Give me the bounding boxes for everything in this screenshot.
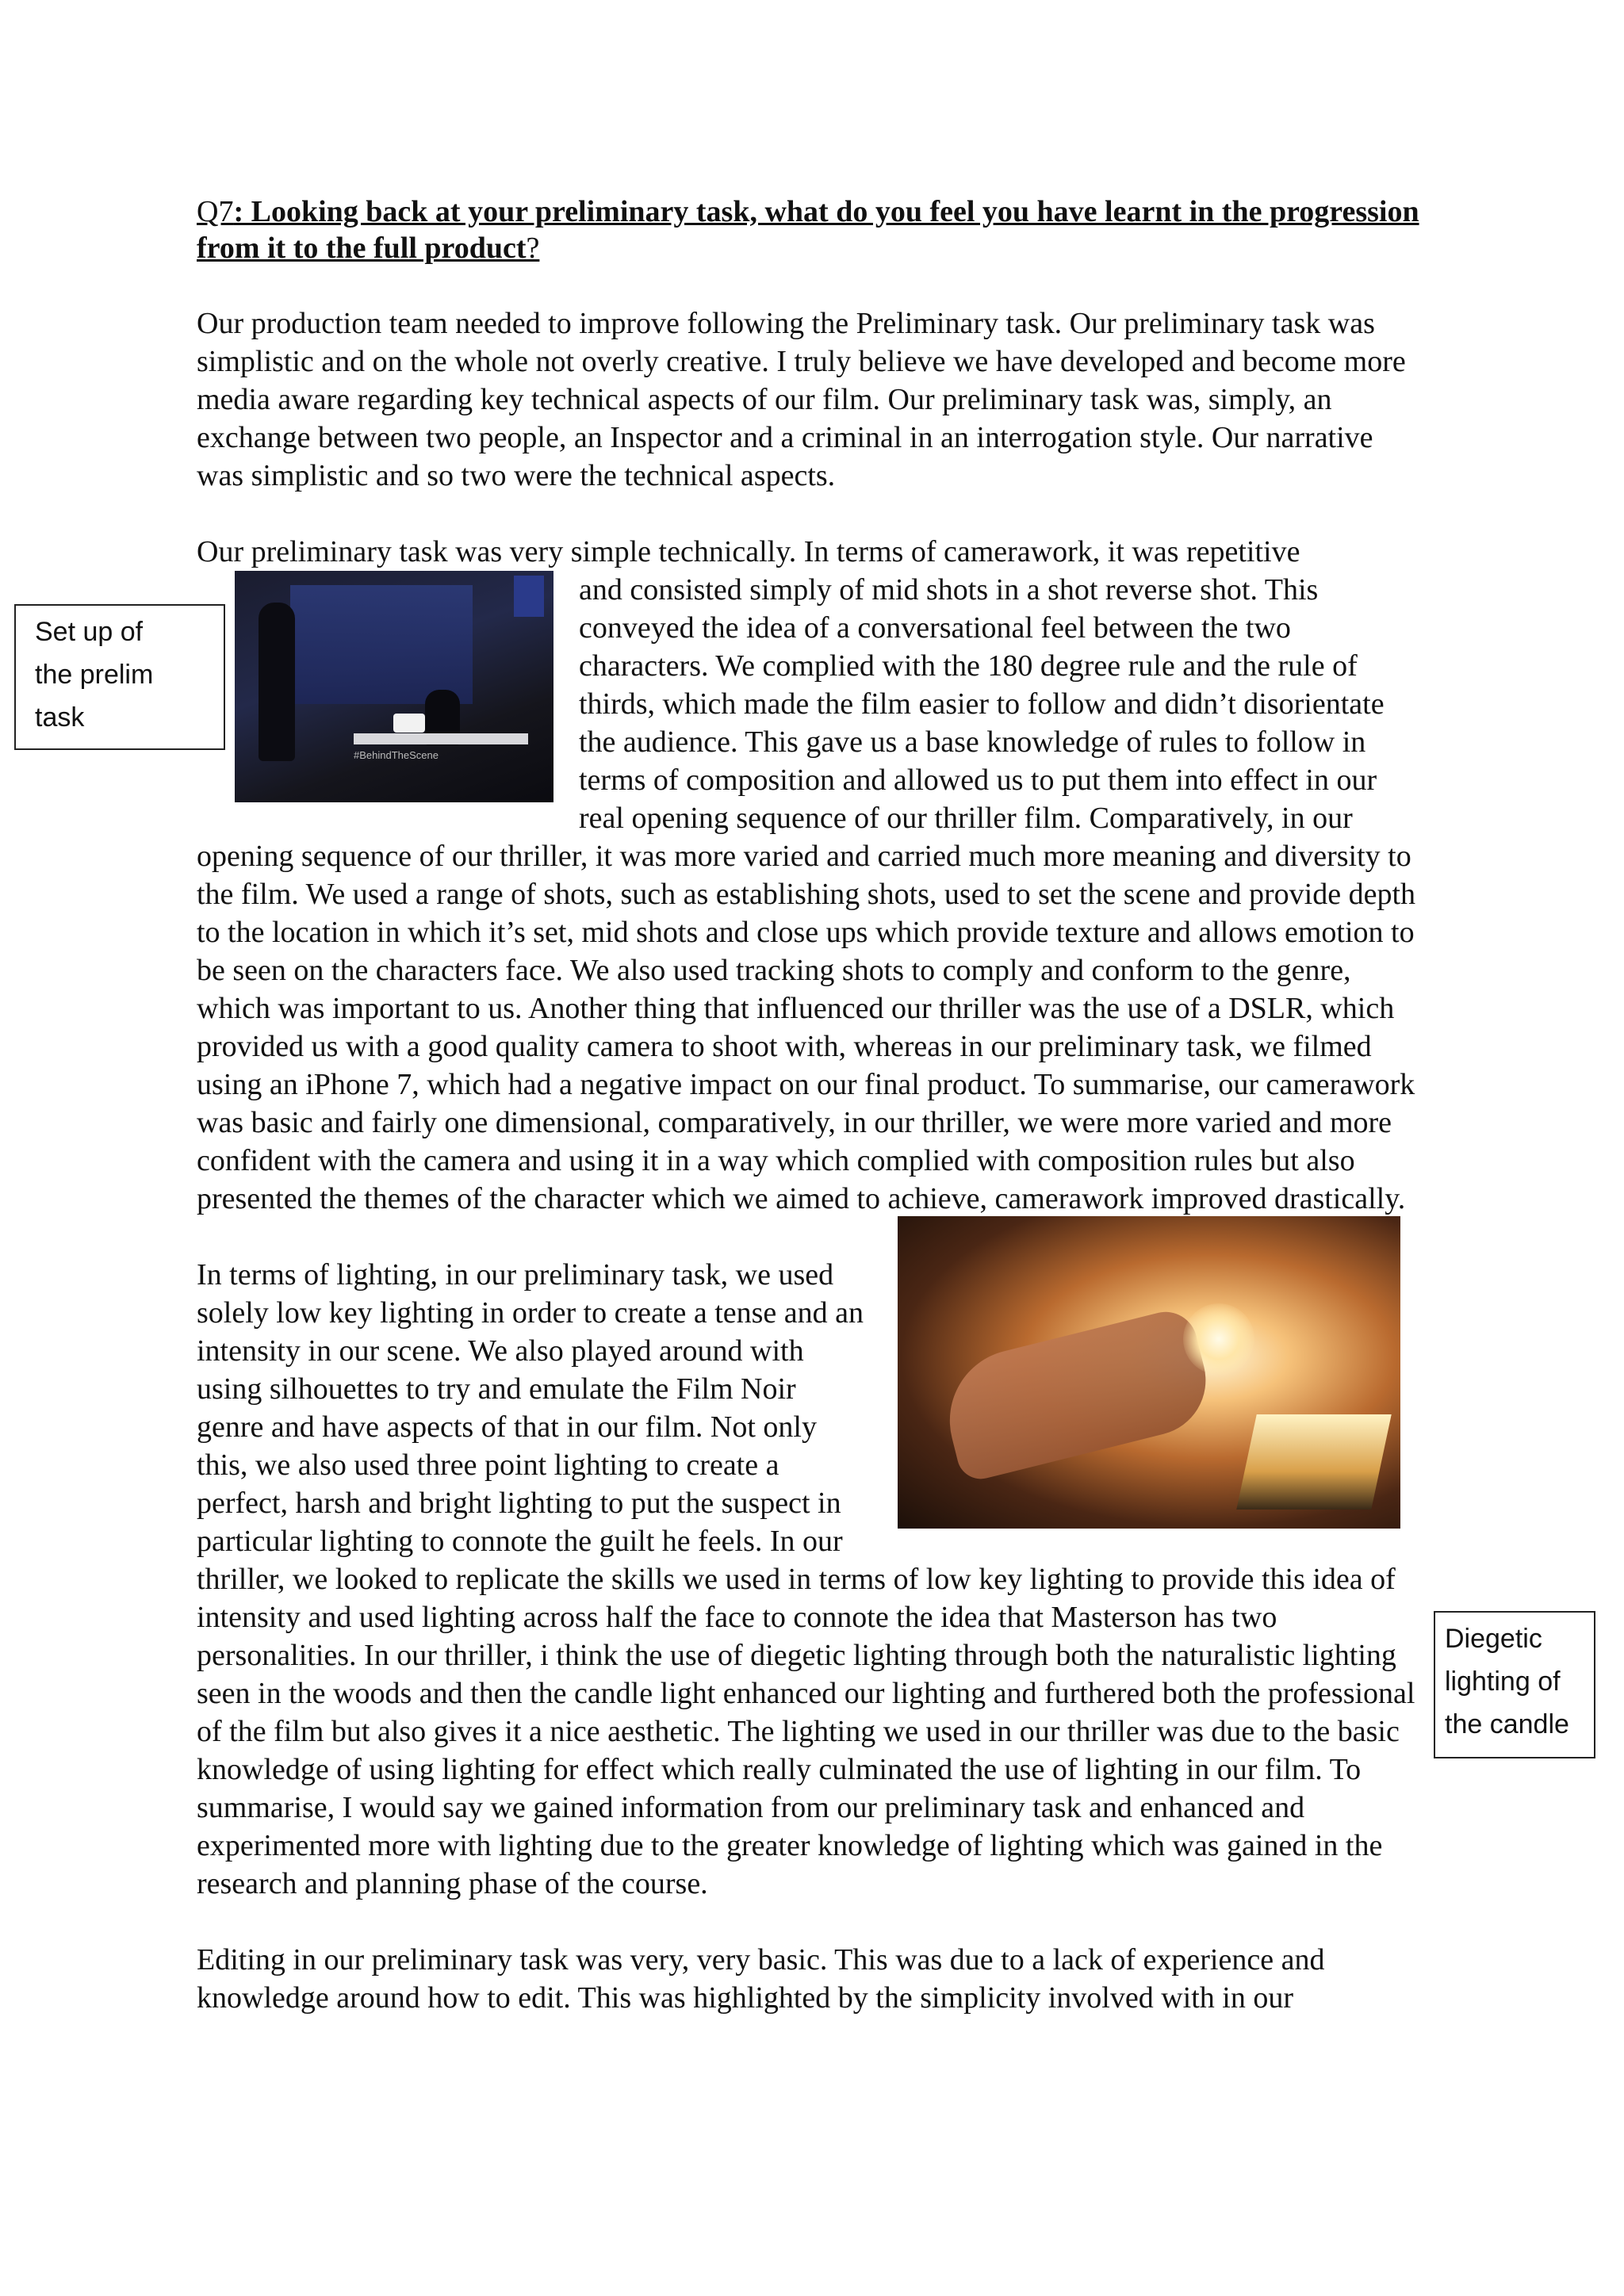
callout-line: Set up of <box>35 617 144 647</box>
photo-candle <box>1236 1414 1392 1510</box>
photo-lamp <box>393 714 425 733</box>
paragraph-editing: Editing in our preliminary task was very, very basic. This was due to a lack of experience and knowledge around how to edit. This was highlighted by the simplicity involved with in our <box>197 1943 1325 2015</box>
candle-lighting-photo <box>898 1216 1400 1529</box>
photo-caption: #BehindTheScene <box>354 749 439 761</box>
callout-line: lighting of <box>1445 1667 1561 1697</box>
prelim-setup-photo <box>235 571 553 802</box>
photo-person-standing <box>259 603 295 761</box>
callout-line: the prelim <box>35 660 154 690</box>
question-mark: ? <box>526 232 540 265</box>
callout-line: Diegetic <box>1445 1624 1542 1654</box>
photo-window <box>290 585 473 704</box>
photo-table <box>354 733 528 744</box>
paragraph-intro: Our production team needed to improve following the Preliminary task. Our preliminary task was simplistic and on the whole not overly creative. I truly believe we have developed and become more media aware regarding key technical aspects of our film. Our preliminary task was, simply, an exchange between two people, an Inspector and a criminal in an interrogation style. Our narrative was simplistic and so two were the technical aspects. <box>197 307 1406 492</box>
question-heading <box>197 193 1424 266</box>
question-title: : Looking back at your preliminary task, what do you feel you have learnt in the progression from it to the full product <box>197 195 1419 265</box>
photo-hand <box>935 1305 1217 1483</box>
photo-flame <box>1183 1303 1254 1375</box>
camerawork-body: and consisted simply of mid shots in a shot reverse shot. This conveyed the idea of a conversational feel between the two characters. We complied with the 180 degree rule and the rule of thirds, which made the film easier to follow and didn’t disorientate the audience. This gave us a base knowledge of rules to follow in terms of composition and allowed us to put them into effect in our real opening sequence of our thriller film. Comparatively, in our opening sequence of our thriller, it was more varied and carried much more meaning and diversity to the film. We used a range of shots, such as establishing shots, used to set the scene and provide depth to the location in which it’s set, mid shots and close ups which provide texture and allows emotion to be seen on the characters face. We also used tracking shots to comply and conform to the genre, which was important to us. Another thing that influenced our thriller was the use of a DSLR, which provided us with a good quality camera to shoot with, whereas in our preliminary task, we filmed using an iPhone 7, which had a negative impact on our final product. To summarise, our camerawork was basic and fairly one dimensional, comparatively, in our thriller, we were more varied and more confident with the camera and using it in a way which complied with composition rules but also presented the themes of the character which we aimed to achieve, camerawork improved drastically. <box>197 573 1416 1215</box>
paragraph-lighting <box>197 1256 1424 1903</box>
callout-candle-lighting <box>1434 1611 1595 1758</box>
paragraph-camerawork <box>197 533 1424 1218</box>
callout-line: task <box>35 702 85 733</box>
document-body <box>197 193 1424 2055</box>
camerawork-first-line: Our preliminary task was very simple technically. In terms of camerawork, it was repetitive <box>197 535 1300 568</box>
callout-prelim-setup <box>14 604 225 750</box>
callout-line: the candle <box>1445 1709 1569 1739</box>
photo-sign <box>514 576 544 617</box>
question-number: Q7 <box>197 195 234 228</box>
lighting-body: In terms of lighting, in our preliminary task, we used solely low key lighting in order to create a tense and an intensity in our scene. We also played around with using silhouettes to try and emulate the Film Noir genre and have aspects of that in our film. Not only this, we also used three point lighting to create a perfect, harsh and bright lighting to put the suspect in particular lighting to connote the guilt he feels. In our thriller, we looked to replicate the skills we used in terms of low key lighting to provide this idea of intensity and used lighting across half the face to connote the idea that Masterson has two personalities. In our thriller, i think the use of diegetic lighting through both the naturalistic lighting seen in the woods and then the candle light enhanced our lighting and furthered both the professional of the film but also gives it a nice aesthetic. The lighting we used in our thriller was due to the basic knowledge of using lighting for effect which really culminated the use of lighting in our film. To summarise, I would say we gained information from our preliminary task and enhanced and experimented more with lighting due to the greater knowledge of lighting which was gained in the research and planning phase of the course. <box>197 1258 1415 1900</box>
